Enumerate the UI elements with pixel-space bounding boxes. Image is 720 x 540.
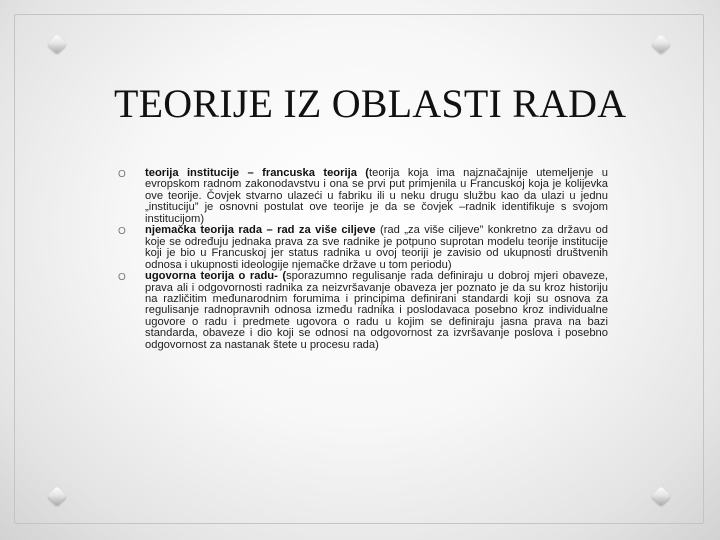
bullet-lead: njemačka teorija rada – rad za više ciljeve [145,224,376,237]
bullet-marker-icon: O [118,226,126,238]
bullet-marker-icon: O [118,169,126,180]
bullet-body: sporazumno regulisanje rada definiraju u dobroj mjeri obaveze, prava ali i odgovornosti radnika za neizvršavanje obaveza jer poznato je da su kroz historiju na različitim međunarodnim forumima i principima definirani standardi koji su osnova za regulisanje radnopravnih odnosa između radnika i poslodavaca posebno kroz individualne ugovore o radu i predmete ugovora o radu u kojim se definiraju jasna prava na bazi standarda, obaveze i dio koji se odnosi na odgovornost za izvršavanje poslova i posebno odgovornost za nastanak štete u procesu rada) [145,270,608,351]
bullet-list [118,168,608,351]
slide-title: TEORIJE IZ OBLASTI RADA [114,81,627,126]
bullet-item [118,168,608,225]
bullet-item [118,271,608,351]
bullet-item [118,225,608,271]
bullet-body: (rad „za više ciljeve” konkretno za državu od koje se određuju jednaka prava za sve radnike je potpuno suprotan modelu teorije institucije koji je bio u Francuskoj jer status radnika u ovoj teoriji je zavisio od ukupnosti društvenih odnosa i ukupnosti ideologije njemačke države u tom periodu) [145,224,608,271]
bullet-body: teorija koja ima najznačajnije utemeljenje u evropskom radnom zakonodavstvu i ona se prvi put primjenila u Francuskoj koja je kolijevka ove teorije. Čovjek stvarno ulazeći u fabriku ili u neku drugu službu kao da ulazi u jednu „instituciju” je osnovni postulat ove teorije je da se čovjek –radnik identifikuje s svojom institucijom) [145,167,608,225]
bullet-marker-icon: O [118,272,126,284]
bullet-lead: teorija institucije – francuska teorija ( [145,167,370,179]
bullet-lead: ugovorna teorija o radu- ( [145,270,287,283]
